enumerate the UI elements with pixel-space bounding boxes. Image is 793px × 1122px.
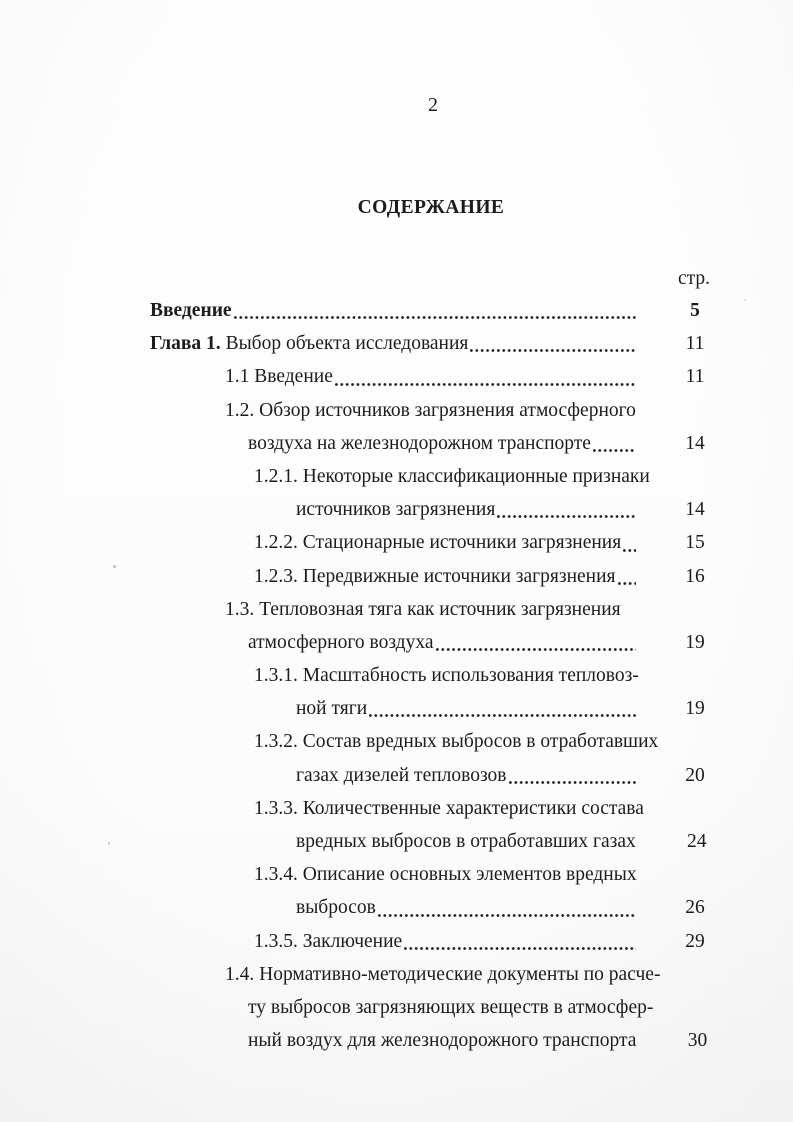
toc-page-number: 24 bbox=[687, 831, 707, 852]
page-column-header: стр. bbox=[678, 268, 711, 289]
scan-speck bbox=[744, 299, 746, 301]
toc-entry-text: воздуха на железнодорожном транспорте bbox=[248, 432, 591, 454]
table-of-contents bbox=[0, 294, 750, 1057]
toc-page-number: 20 bbox=[685, 764, 705, 786]
toc-entry-text: 1.3.1. Масштабность использования тепловоз- bbox=[254, 665, 639, 687]
toc-entry-line bbox=[0, 1024, 750, 1057]
toc-entry-text: 1.2.2. Стационарные источники загрязнения bbox=[254, 532, 622, 554]
dot-leader bbox=[470, 327, 636, 360]
toc-entry-line bbox=[0, 858, 750, 891]
toc-entry-text: Глава 1. Выбор объекта исследования bbox=[150, 333, 469, 355]
toc-page-number: 15 bbox=[685, 532, 705, 554]
toc-entry-text: 1.2.1. Некоторые классификационные признаки bbox=[254, 465, 650, 487]
toc-page-number: 14 bbox=[685, 432, 705, 454]
toc-entry-text: 1.1 Введение bbox=[225, 366, 333, 388]
toc-entry-text: газах дизелей тепловозов bbox=[296, 764, 507, 786]
dot-leader bbox=[593, 427, 636, 460]
toc-entry-line bbox=[0, 460, 750, 493]
scan-speck bbox=[113, 565, 116, 568]
toc-entry-prefix: Глава 1. bbox=[150, 333, 221, 355]
dot-leader bbox=[335, 360, 636, 393]
toc-entry-line bbox=[0, 991, 750, 1024]
toc-entry-text: 1.2.3. Передвижные источники загрязнения bbox=[254, 565, 616, 587]
dot-leader bbox=[234, 294, 636, 327]
toc-entry-line bbox=[0, 659, 750, 692]
toc-entry-line bbox=[0, 394, 750, 427]
toc-entry-line bbox=[0, 294, 750, 327]
dot-leader bbox=[497, 493, 636, 526]
toc-entry-text: вредных выбросов в отработавших газах bbox=[296, 831, 636, 852]
dot-leader bbox=[369, 692, 636, 725]
toc-entry-text: 1.3.2. Состав вредных выбросов в отработавших bbox=[254, 731, 659, 753]
toc-entry-text: атмосферного воздуха bbox=[248, 631, 434, 653]
toc-page-number: 30 bbox=[687, 1030, 708, 1052]
toc-entry-line bbox=[0, 891, 750, 924]
toc-entry-line bbox=[0, 759, 750, 792]
toc-entry-text: Введение bbox=[150, 300, 232, 321]
toc-entry-text: 1.3.4. Описание основных элементов вредных bbox=[254, 864, 637, 886]
toc-page-number: 19 bbox=[685, 631, 705, 653]
toc-entry-line bbox=[0, 360, 750, 393]
toc-page-number: 11 bbox=[685, 333, 705, 355]
toc-entry-line bbox=[0, 493, 750, 526]
dot-leader bbox=[509, 759, 636, 792]
toc-page-number: 26 bbox=[685, 897, 705, 919]
toc-entry-line bbox=[0, 327, 750, 360]
toc-entry-line bbox=[0, 725, 750, 758]
toc-entry-line bbox=[0, 925, 750, 958]
toc-entry-text: 1.2. Обзор источников загрязнения атмосферного bbox=[225, 399, 636, 421]
toc-entry-text: 1.3.5. Заключение bbox=[254, 930, 403, 952]
toc-entry-line bbox=[0, 692, 750, 725]
toc-page-number: 11 bbox=[685, 366, 705, 388]
toc-page-number: 29 bbox=[685, 930, 705, 952]
toc-entry-line bbox=[0, 526, 750, 559]
dot-leader bbox=[436, 626, 637, 659]
dot-leader bbox=[618, 560, 636, 593]
page-number: 2 bbox=[428, 94, 438, 116]
toc-entry-text: ной тяги bbox=[296, 698, 368, 720]
toc-entry-text: 1.4. Нормативно-методические документы по расче- bbox=[225, 963, 661, 985]
toc-entry-line bbox=[0, 593, 750, 626]
toc-entry-line bbox=[0, 626, 750, 659]
dot-leader bbox=[404, 925, 636, 958]
toc-entry-line bbox=[0, 958, 750, 991]
toc-entry-text: 1.3.3. Количественные характеристики состава bbox=[254, 797, 644, 819]
scan-speck bbox=[108, 842, 110, 845]
page-title: СОДЕРЖАНИЕ bbox=[357, 197, 505, 218]
toc-entry-text: ный воздух для железнодорожного транспорта bbox=[248, 1030, 637, 1052]
toc-page-number: 5 bbox=[690, 300, 700, 321]
toc-page-number: 19 bbox=[685, 698, 705, 720]
toc-entry-text: ту выбросов загрязняющих веществ в атмосфер- bbox=[248, 996, 654, 1018]
toc-page-number: 16 bbox=[685, 565, 705, 587]
toc-entry-text: источников загрязнения bbox=[296, 499, 496, 521]
dot-leader bbox=[378, 891, 636, 924]
toc-entry-text: 1.3. Тепловозная тяга как источник загрязнения bbox=[225, 598, 621, 620]
dot-leader bbox=[623, 526, 636, 559]
toc-page-number: 14 bbox=[685, 499, 705, 521]
toc-entry-text: выбросов bbox=[296, 897, 376, 919]
toc-entry-line bbox=[0, 825, 750, 858]
toc-entry-line bbox=[0, 792, 750, 825]
toc-entry-line bbox=[0, 427, 750, 460]
